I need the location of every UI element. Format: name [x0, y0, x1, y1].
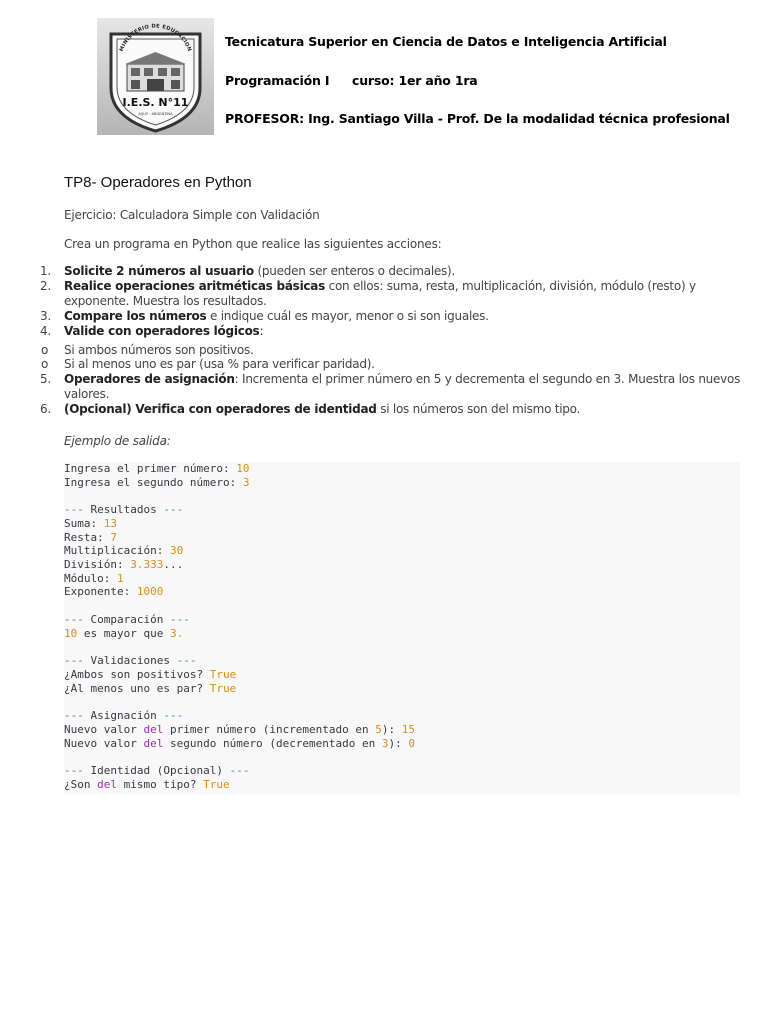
code-line: --- Identidad (Opcional) ---	[64, 764, 250, 777]
item-bold: Solicite 2 números al usuario	[64, 264, 254, 278]
code-line: ¿Ambos son positivos? True	[64, 668, 237, 681]
item-text: con ellos: suma, resta, multiplicación, división, módulo (resto) y exponente. Muestra los resultados.	[64, 279, 696, 308]
list-item	[40, 264, 744, 279]
code-line: Ingresa el primer número: 10	[64, 462, 250, 475]
list-marker: 3.	[40, 309, 51, 323]
item-text: e indique cuál es mayor, menor o si son iguales.	[206, 309, 489, 323]
code-line: Nuevo valor del segundo número (decrementado en 3): 0	[64, 737, 416, 750]
item-text: (pueden ser enteros o decimales).	[253, 264, 456, 278]
item-text: Si al menos uno es par (usa % para verificar paridad).	[64, 357, 375, 371]
code-line: ¿Al menos uno es par? True	[64, 682, 237, 695]
list-item	[40, 372, 744, 401]
subject-name: Programación I	[225, 73, 330, 88]
list-marker: 6.	[40, 402, 51, 416]
item-text: : Incrementa el primer número en 5 y decrementa el segundo en 3. Muestra los nuevos valores.	[64, 372, 741, 401]
code-line: --- Comparación ---	[64, 613, 190, 626]
item-bold: (Opcional) Verifica con operadores de identidad	[64, 402, 377, 416]
sub-list-item	[41, 343, 744, 358]
logo-name: I.E.S. N°11	[122, 96, 189, 109]
item-text: si los números son del mismo tipo.	[376, 402, 581, 416]
list-item	[40, 402, 744, 417]
bullet-marker: o	[41, 357, 49, 371]
code-line: Exponente: 1000	[64, 585, 164, 598]
code-line: Nuevo valor del primer número (incrementado en 5): 15	[64, 723, 416, 736]
sub-list-item	[41, 357, 744, 372]
logo-bottom-text: JUJUY · ARGENTINA	[138, 112, 173, 116]
item-bold: Valide con operadores lógicos	[64, 324, 260, 338]
list-marker: 5.	[40, 372, 51, 386]
exercise-intro: Crea un programa en Python que realice las siguientes acciones:	[64, 237, 442, 251]
exercise-title: Ejercicio: Calculadora Simple con Validación	[64, 208, 320, 222]
course-name: curso: 1er año 1ra	[352, 73, 478, 88]
list-item	[40, 309, 744, 324]
bullet-marker: o	[41, 343, 49, 357]
list-marker: 1.	[40, 264, 51, 278]
code-line: Suma: 13	[64, 517, 117, 530]
item-text: :	[259, 324, 264, 338]
logo-top-text: MINISTERIO DE EDUCACION	[118, 23, 193, 53]
code-line: División: 3.333...	[64, 558, 184, 571]
item-text: Si ambos números son positivos.	[64, 343, 254, 357]
code-line: --- Resultados ---	[64, 503, 184, 516]
subject-line	[225, 73, 478, 88]
code-line: ¿Son del mismo tipo? True	[64, 778, 230, 791]
code-line: Módulo: 1	[64, 572, 124, 585]
list-item	[40, 279, 744, 308]
item-bold: Realice operaciones aritméticas básicas	[64, 279, 326, 293]
list-marker: 4.	[40, 324, 51, 338]
example-label: Ejemplo de salida:	[64, 434, 171, 448]
institution-logo	[97, 18, 214, 135]
code-line: Ingresa el segundo número: 3	[64, 476, 250, 489]
code-line: Resta: 7	[64, 531, 117, 544]
list-marker: 2.	[40, 279, 51, 293]
item-bold: Compare los números	[64, 309, 207, 323]
code-line: 10 es mayor que 3.	[64, 627, 184, 640]
page-title: TP8- Operadores en Python	[64, 174, 252, 191]
code-line: --- Asignación ---	[64, 709, 184, 722]
list-item	[40, 324, 744, 339]
professor-line: PROFESOR: Ing. Santiago Villa - Prof. De la modalidad técnica profesional	[225, 111, 730, 126]
code-line: --- Validaciones ---	[64, 654, 197, 667]
code-line: Multiplicación: 30	[64, 544, 184, 557]
code-block	[64, 462, 740, 795]
item-bold: Operadores de asignación	[64, 372, 235, 386]
institution-name: Tecnicatura Superior en Ciencia de Datos e Inteligencia Artificial	[225, 34, 667, 49]
